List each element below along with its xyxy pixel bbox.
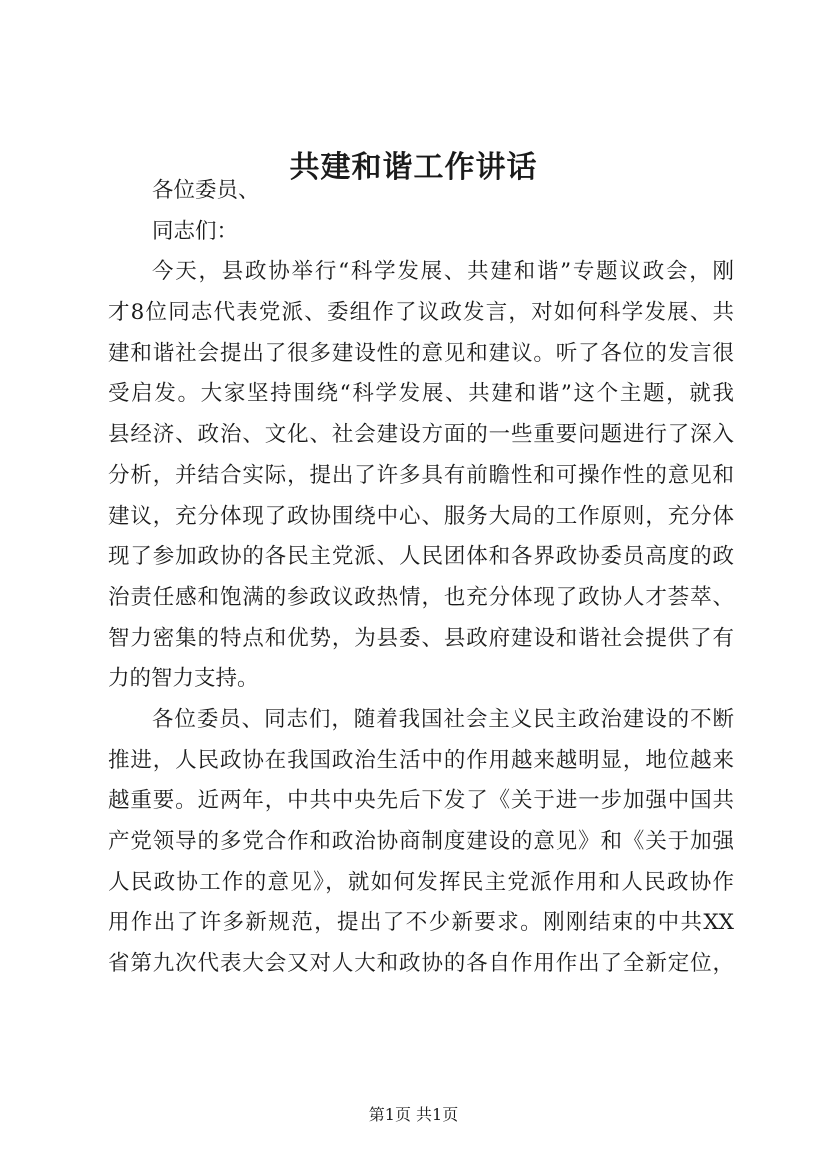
document-title: 共建和谐工作讲话 [289, 150, 538, 185]
paragraph-line: 分析，并结合实际，提出了许多具有前瞻性和可操作性的意见和 [108, 462, 734, 488]
paragraph-line: 力的智力支持。 [108, 666, 259, 692]
paragraph-line: 治责任感和饱满的参政议政热情，也充分体现了政协人才荟萃、 [108, 584, 734, 610]
paragraph-line: 越重要。近两年，中共中央先后下发了《关于进一步加强中国共 [108, 788, 734, 814]
paragraph-line: 用作出了许多新规范，提出了不少新要求。刚刚结束的中共XX [108, 910, 734, 936]
paragraph-line: 县经济、政治、文化、社会建设方面的一些重要问题进行了深入 [108, 422, 734, 448]
paragraph-line: 产党领导的多党合作和政治协商制度建设的意见》和《关于加强 [108, 829, 734, 854]
paragraph-line: 受启发。大家坚持围绕“科学发展、共建和谐”这个主题，就我 [108, 381, 734, 407]
paragraph-line: 今天，县政协举行“科学发展、共建和谐”专题议政会，刚 [152, 259, 734, 285]
paragraph-line: 推进，人民政协在我国政治生活中的作用越来越明显，地位越来 [108, 747, 734, 773]
document-body [108, 171, 734, 985]
paragraph-line: 各位委员、同志们，随着我国社会主义民主政治建设的不断 [152, 706, 734, 732]
paragraph-line: 建和谐社会提出了很多建设性的意见和建议。听了各位的发言很 [108, 340, 734, 366]
paragraph-line: 建议，充分体现了政协围绕中心、服务大局的工作原则，充分体 [108, 503, 734, 529]
salutation-line: 各位委员、 [152, 178, 260, 203]
paragraph-line: 智力密集的特点和优势，为县委、县政府建设和谐社会提供了有 [108, 625, 734, 651]
paragraph-line: 人民政协工作的意见》，就如何发挥民主党派作用和人民政协作 [108, 869, 734, 895]
salutation-line: 同志们： [152, 218, 239, 244]
paragraph-line: 才8位同志代表党派、委组作了议政发言，对如何科学发展、共 [108, 300, 734, 326]
paragraph-line: 现了参加政协的各民主党派、人民团体和各界政协委员高度的政 [108, 544, 734, 570]
paragraph-line: 省第九次代表大会又对人大和政协的各自作用作出了全新定位， [108, 951, 734, 977]
page-number-footer: 第1页 共1页 [368, 1105, 459, 1124]
